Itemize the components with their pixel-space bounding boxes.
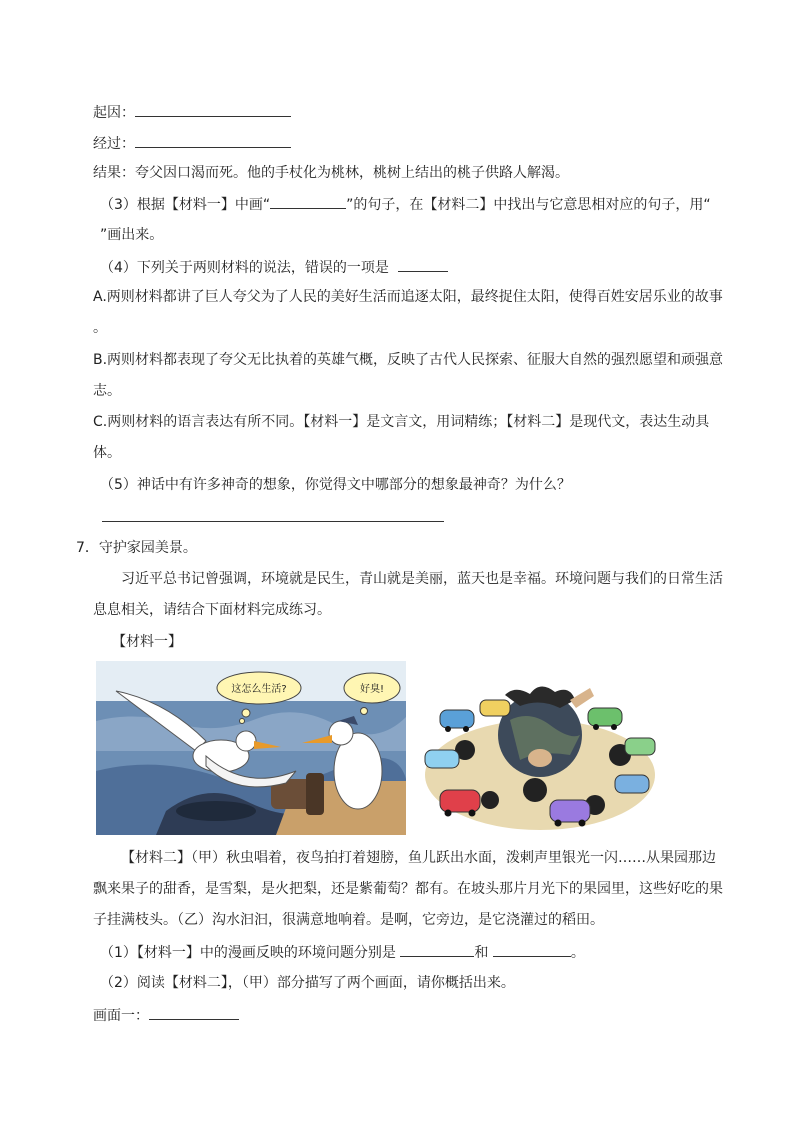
option-c-line-1: C.两则材料的语言表达有所不同。【材料一】是文言文，用词精练；【材料二】是现代文，表达生动具 — [93, 414, 710, 430]
q5-answer-line[interactable] — [102, 521, 444, 522]
q7-sub1-blank-2[interactable] — [493, 942, 571, 957]
cartoon-bubble-1: 这怎么生活? — [231, 684, 287, 695]
material-2-line-1: 【材料二】（甲）秋虫唱着，夜鸟拍打着翅膀，鱼儿跃出水面，泼剌声里银光一闪……从果园那边 — [121, 850, 716, 866]
q3-line-2: ”画出来。 — [100, 227, 164, 243]
q3-line: （3）根据【材料一】中画“ ”的句子，在【材料二】中找出与它意思相对应的句子，用“ — [100, 194, 711, 215]
cartoon-bubble-2: 好臭! — [359, 684, 385, 695]
cause-line: 起因： — [93, 102, 291, 123]
option-b-line-1: B.两则材料都表现了夸父无比执着的英雄气概，反映了古代人民探索、征服大自然的强烈愿望和顽强意 — [93, 352, 724, 368]
q7-title: 7．守护家园美景。 — [76, 540, 197, 556]
scene-1-answer-blank[interactable] — [149, 1005, 239, 1020]
q7-sub1-blank-1[interactable] — [400, 942, 474, 957]
seagull-pollution-cartoon — [96, 661, 406, 835]
cause-answer-blank[interactable] — [135, 102, 291, 117]
process-line: 经过： — [93, 133, 291, 154]
q5-line: （5）神话中有许多神奇的想象，你觉得文中哪部分的想象最神奇？为什么？ — [100, 477, 571, 493]
scene-1-line: 画面一： — [93, 1005, 239, 1026]
q7-sub2-line: （2）阅读【材料二】，（甲）部分描写了两个画面，请你概括出来。 — [100, 975, 515, 991]
material-1-label: 【材料一】 — [112, 634, 182, 650]
option-a-line-2: 。 — [93, 320, 107, 336]
q4-answer-blank[interactable] — [398, 257, 448, 272]
q7-sub1-line: （1）【材料一】中的漫画反映的环境问题分别是 和 。 — [100, 942, 585, 963]
q7-intro-line-2: 息息相关，请结合下面材料完成练习。 — [93, 602, 331, 618]
material-2-line-2: 飘来果子的甜香，是雪梨，是火把梨，还是紫葡萄？都有。在坡头那片月光下的果园里，这些好吃的果 — [93, 881, 723, 897]
q4-line: （4）下列关于两则材料的说法，错误的一项是 — [100, 257, 448, 278]
car-exhaust-earth-cartoon — [420, 680, 660, 838]
q7-intro-line-1: 习近平总书记曾强调，环境就是民生，青山就是美丽，蓝天也是幸福。环境问题与我们的日常生活 — [121, 571, 723, 587]
option-c-line-2: 体。 — [93, 445, 121, 461]
option-a-line-1: A.两则材料都讲了巨人夸父为了人民的美好生活而追逐太阳，最终捉住太阳，使得百姓安居乐业的故事 — [93, 289, 723, 305]
option-b-line-2: 志。 — [93, 383, 121, 399]
result-line: 结果：夸父因口渴而死。他的手杖化为桃林，桃树上结出的桃子供路人解渴。 — [93, 165, 569, 181]
q3-underline-marker — [270, 194, 346, 209]
material-2-line-3: 子挂满枝头。（乙）沟水汩汩，很满意地响着。是啊，它旁边，是它浇灌过的稻田。 — [93, 912, 604, 928]
process-answer-blank[interactable] — [135, 133, 291, 148]
